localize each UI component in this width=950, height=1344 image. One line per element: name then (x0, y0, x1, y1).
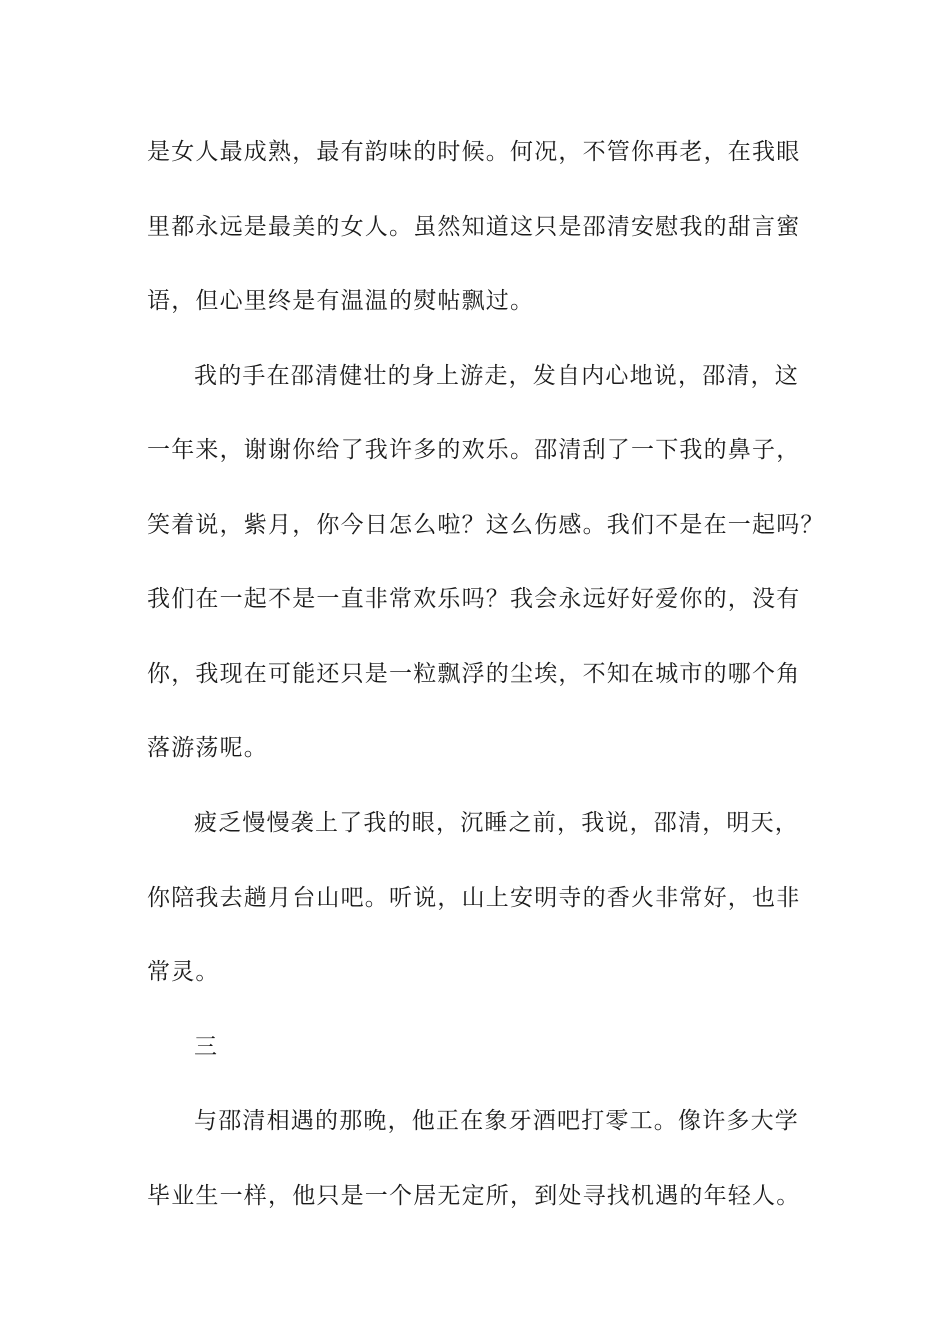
paragraph-start-line: 我的手在邵清健壮的身上游走，发自内心地说，邵清，这 (194, 363, 799, 389)
text-line: 一年来，谢谢你给了我许多的欢乐。邵清刮了一下我的鼻子， (147, 437, 801, 463)
paragraph-start-line: 与邵清相遇的那晚，他正在象牙酒吧打零工。像许多大学 (194, 1108, 799, 1134)
text-line: 常灵。 (147, 959, 220, 985)
text-line: 语，但心里终是有温温的熨帖飘过。 (147, 288, 535, 314)
text-line: 笑着说，紫月，你今日怎么啦？这么伤感。我们不是在一起吗？ (147, 512, 825, 538)
text-line: 是女人最成熟，最有韵味的时候。何况，不管你再老，在我眼 (147, 139, 801, 165)
text-line: 里都永远是最美的女人。虽然知道这只是邵清安慰我的甜言蜜 (147, 214, 801, 240)
text-line: 我们在一起不是一直非常欢乐吗？我会永远好好爱你的，没有 (147, 586, 801, 612)
text-line: 落游荡呢。 (147, 735, 268, 761)
text-line: 你，我现在可能还只是一粒飘浮的尘埃，不知在城市的哪个角 (147, 661, 801, 687)
paragraph-start-line: 疲乏慢慢袭上了我的眼，沉睡之前，我说，邵清，明天， (194, 810, 799, 836)
section-heading: 三 (194, 1034, 219, 1060)
text-line: 毕业生一样，他只是一个居无定所，到处寻找机遇的年轻人。 (147, 1183, 801, 1209)
text-line: 你陪我去趟月台山吧。听说，山上安明寺的香火非常好，也非 (147, 885, 801, 911)
